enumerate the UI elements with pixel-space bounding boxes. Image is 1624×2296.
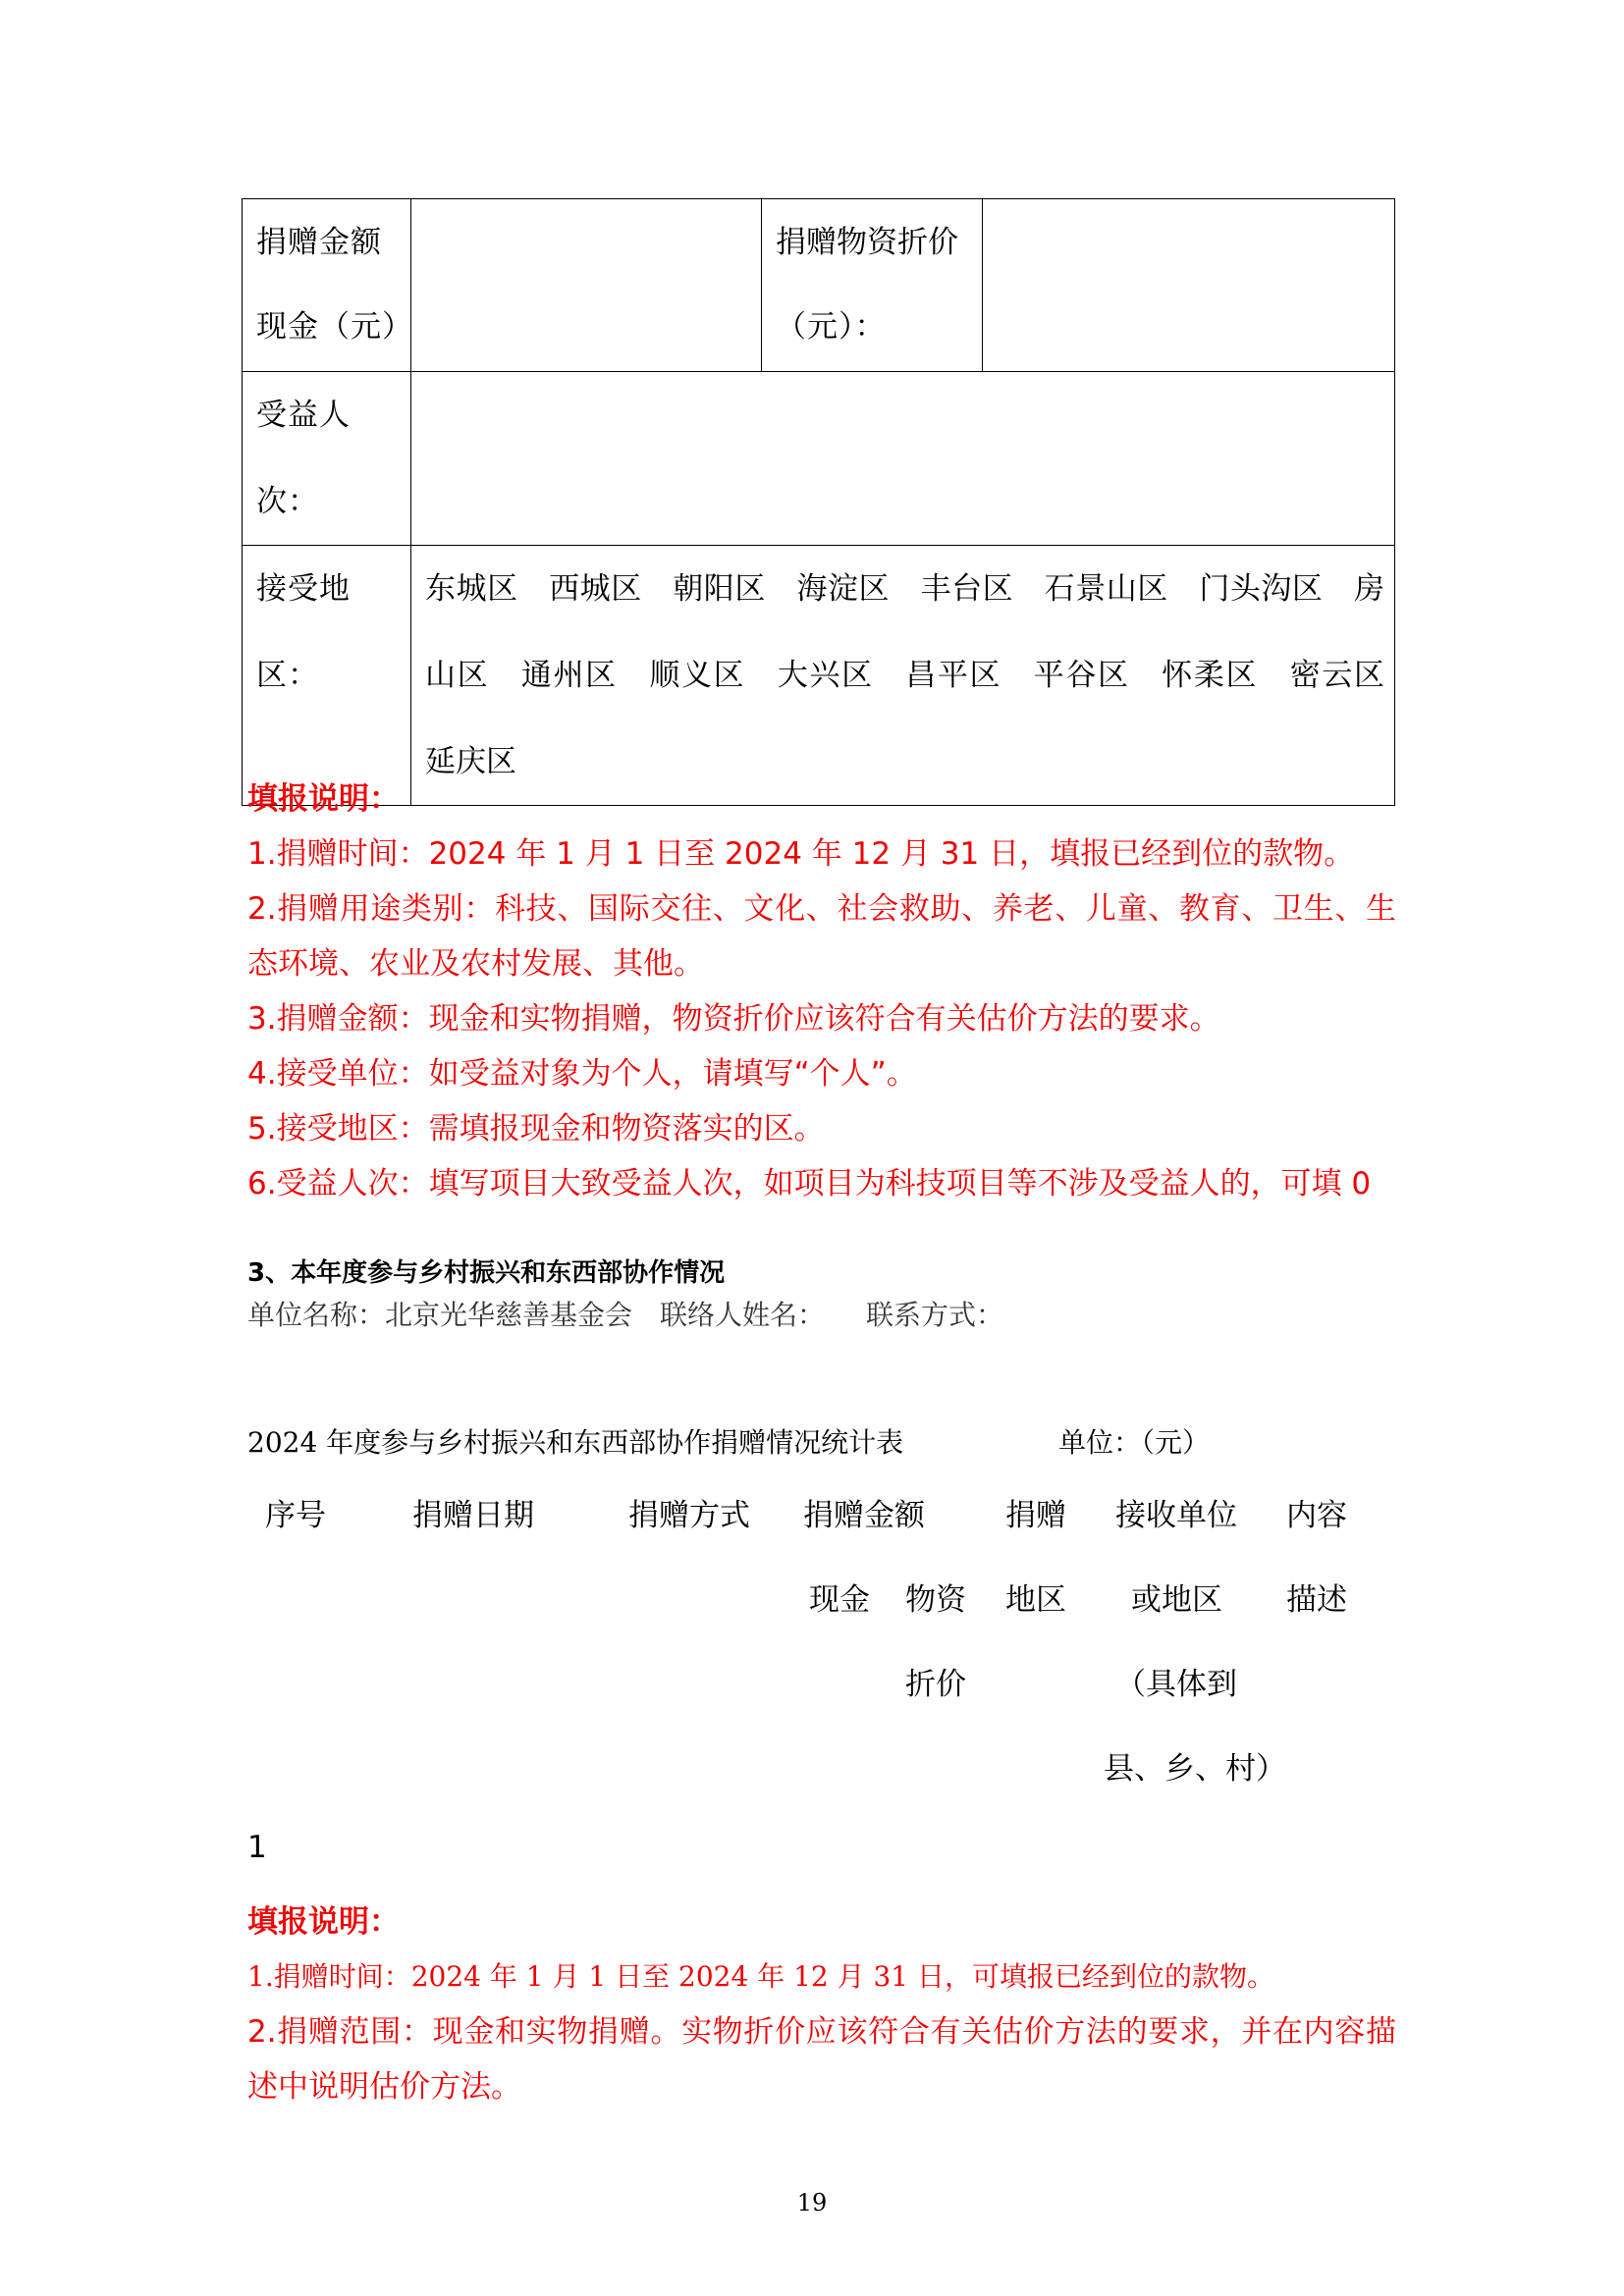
header-receiver-3: （具体到 xyxy=(1115,1667,1237,1702)
notes-title: 填报说明： xyxy=(247,781,400,817)
goods-value-label-cell xyxy=(762,199,983,372)
header-description-2: 描述 xyxy=(1286,1582,1347,1618)
row-number: 1 xyxy=(247,1830,267,1865)
beneficiaries-label: 受益人次： xyxy=(243,372,411,546)
page-number: 19 xyxy=(796,2189,828,2216)
stat-table-unit: 单位：（元） xyxy=(1058,1426,1211,1459)
header-goods: 物资 xyxy=(905,1582,966,1618)
header-method: 捐赠方式 xyxy=(628,1498,750,1533)
note-item: 5.接受地区：需填报现金和物资落实的区。 xyxy=(247,1111,825,1147)
goods-value-value[interactable] xyxy=(983,199,1395,372)
header-goods-valuation: 折价 xyxy=(905,1667,966,1702)
notes-title: 填报说明： xyxy=(247,1904,400,1940)
note-item: 3.捐赠金额：现金和实物捐赠，物资折价应该符合有关估价方法的要求。 xyxy=(247,1001,1220,1037)
unit-info-line: 单位名称：北京光华慈善基金会 联络人姓名： 联系方式： xyxy=(247,1299,1004,1331)
header-description: 内容 xyxy=(1286,1498,1347,1533)
note-item: 2.捐赠用途类别：科技、国际交往、文化、社会救助、养老、儿童、教育、卫生、生态环境、农业及农村发展、其他。 xyxy=(247,891,1396,982)
cash-amount-label: 捐赠金额 xyxy=(256,225,382,260)
stat-table-title: 2024 年度参与乡村振兴和东西部协作捐赠情况统计表 xyxy=(247,1426,904,1459)
donation-form-table xyxy=(242,198,1415,806)
header-cash: 现金 xyxy=(809,1582,870,1618)
note-item: 6.受益人次：填写项目大致受益人次，如项目为科技项目等不涉及受益人的，可填 0 xyxy=(247,1166,1372,1201)
region-label: 接受地区： xyxy=(243,546,411,806)
notes-section-1 xyxy=(247,772,1396,1211)
cash-amount-value[interactable] xyxy=(411,199,762,372)
header-region: 捐赠 xyxy=(1005,1498,1066,1533)
beneficiaries-value[interactable] xyxy=(411,372,1395,546)
note-item: 1.捐赠时间：2024 年 1 月 1 日至 2024 年 12 月 31 日，可填报已经到位的款物。 xyxy=(247,1960,1275,1993)
header-amount: 捐赠金额 xyxy=(803,1498,925,1533)
header-receiver: 接收单位 xyxy=(1115,1498,1237,1533)
region-district-list: 东城区 西城区 朝阳区 海淀区 丰台区 石景山区 门头沟区 房山区 通州区 顺义区 大兴区 昌平区 平谷区 怀柔区 密云区 延庆区 xyxy=(411,546,1395,806)
notes-section-2 xyxy=(247,1895,1396,2114)
header-receiver-2: 或地区 xyxy=(1131,1582,1222,1618)
header-seq: 序号 xyxy=(265,1498,326,1533)
goods-value-label: 捐赠物资折价 xyxy=(776,225,958,260)
goods-value-unit: （元）： xyxy=(776,309,887,345)
header-date: 捐赠日期 xyxy=(412,1498,534,1533)
header-receiver-4: 县、乡、村） xyxy=(1104,1751,1286,1787)
cash-amount-label-cell xyxy=(243,199,411,372)
note-item: 2.捐赠范围：现金和实物捐赠。实物折价应该符合有关估价方法的要求，并在内容描述中说明估价方法。 xyxy=(247,2014,1396,2105)
header-region-2: 地区 xyxy=(1005,1582,1066,1618)
section-heading: 3、本年度参与乡村振兴和东西部协作情况 xyxy=(247,1258,726,1288)
note-item: 1.捐赠时间：2024 年 1 月 1 日至 2024 年 12 月 31 日，填报已经到位的款物。 xyxy=(247,836,1355,872)
cash-unit-label: 现金（元） xyxy=(256,309,413,345)
note-item: 4.接受单位：如受益对象为个人，请填写“个人”。 xyxy=(247,1056,917,1092)
